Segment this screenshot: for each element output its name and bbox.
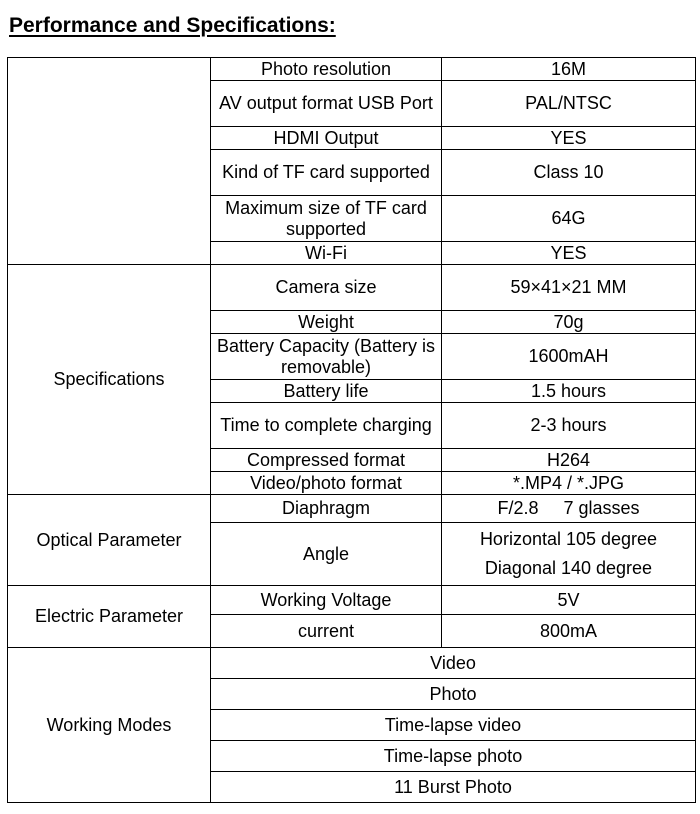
value-cell: YES	[442, 242, 696, 265]
value-line: Diagonal 140 degree	[484, 558, 653, 578]
value-cell: 5V	[442, 586, 696, 615]
group-label-electric: Electric Parameter	[8, 586, 211, 648]
param-cell: current	[211, 615, 442, 648]
value-cell: *.MP4 / *.JPG	[442, 472, 696, 495]
value-cell: YES	[442, 127, 696, 150]
value-cell: F/2.8 7 glasses	[442, 495, 696, 523]
spec-table	[7, 57, 696, 803]
param-cell: Video/photo format	[211, 472, 442, 495]
page-title: Performance and Specifications:	[9, 14, 336, 37]
group-label-modes: Working Modes	[8, 648, 211, 803]
param-cell: Compressed format	[211, 449, 442, 472]
mode-cell: Photo	[211, 679, 696, 710]
mode-cell: 11 Burst Photo	[211, 772, 696, 803]
group-label-specifications: Specifications	[8, 265, 211, 495]
value-cell	[442, 523, 696, 586]
param-cell: Photo resolution	[211, 58, 442, 81]
value-cell: 16M	[442, 58, 696, 81]
param-cell: Angle	[211, 523, 442, 586]
value-cell: 59×41×21 MM	[442, 265, 696, 311]
param-cell: Weight	[211, 311, 442, 334]
param-cell: Camera size	[211, 265, 442, 311]
value-cell: 64G	[442, 196, 696, 242]
value-cell: 1600mAH	[442, 334, 696, 380]
table-row	[8, 58, 696, 81]
value-cell: 1.5 hours	[442, 380, 696, 403]
value-cell: 2-3 hours	[442, 403, 696, 449]
mode-cell: Time-lapse video	[211, 710, 696, 741]
value-line: Horizontal 105 degree	[479, 529, 658, 549]
table-row	[8, 586, 696, 615]
table-row	[8, 265, 696, 311]
mode-cell: Video	[211, 648, 696, 679]
param-cell: Battery life	[211, 380, 442, 403]
value-cell: H264	[442, 449, 696, 472]
group-label-performance	[8, 58, 211, 265]
param-cell: Battery Capacity (Battery is removable)	[211, 334, 442, 380]
param-cell: Wi-Fi	[211, 242, 442, 265]
mode-cell: Time-lapse photo	[211, 741, 696, 772]
param-cell: Diaphragm	[211, 495, 442, 523]
value-cell: PAL/NTSC	[442, 81, 696, 127]
value-cell: 800mA	[442, 615, 696, 648]
table-row	[8, 648, 696, 679]
param-cell: Working Voltage	[211, 586, 442, 615]
group-label-optical: Optical Parameter	[8, 495, 211, 586]
param-cell: AV output format USB Port	[211, 81, 442, 127]
param-cell: Maximum size of TF card supported	[211, 196, 442, 242]
param-cell: Kind of TF card supported	[211, 150, 442, 196]
value-cell: Class 10	[442, 150, 696, 196]
param-cell: HDMI Output	[211, 127, 442, 150]
value-cell: 70g	[442, 311, 696, 334]
param-cell: Time to complete charging	[211, 403, 442, 449]
table-row	[8, 495, 696, 523]
